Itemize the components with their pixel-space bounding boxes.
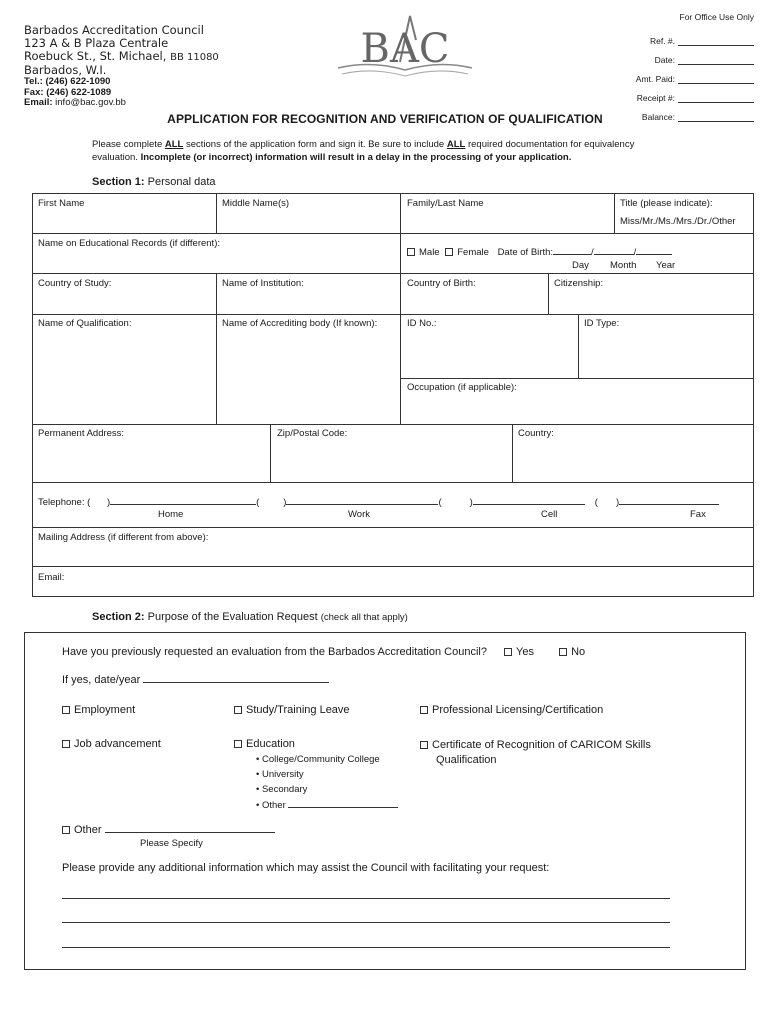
caricom-checkbox[interactable] <box>420 741 428 749</box>
id-no-field[interactable]: ID No.: <box>407 318 437 329</box>
receipt-label: Receipt #: <box>636 93 675 103</box>
dob-month-field[interactable] <box>594 244 634 255</box>
first-name-field[interactable]: First Name <box>38 198 85 209</box>
study-leave-option[interactable] <box>234 704 350 716</box>
home-phone-field[interactable] <box>110 494 256 505</box>
edu-other-field[interactable] <box>288 797 398 808</box>
other-field[interactable] <box>105 822 275 833</box>
fax-label: Fax <box>690 509 706 520</box>
institution-field[interactable]: Name of Institution: <box>222 278 304 289</box>
job-option[interactable] <box>62 738 161 750</box>
no-label: No <box>571 646 586 658</box>
education-label: Education <box>246 738 295 750</box>
tel-label: Tel.: <box>24 76 43 87</box>
edu-item: • College/Community College <box>256 754 380 765</box>
intro-line1 <box>92 138 692 151</box>
cell-label: Cell <box>541 509 558 520</box>
section1-number: Section 1: <box>92 176 145 188</box>
job-checkbox[interactable] <box>62 740 70 748</box>
office-amt <box>604 74 754 84</box>
records-name-field[interactable]: Name on Educational Records (if different): <box>38 238 220 249</box>
licensing-label: Professional Licensing/Certification <box>432 704 604 716</box>
employment-checkbox[interactable] <box>62 706 70 714</box>
section2-title: Purpose of the Evaluation Request <box>147 611 318 623</box>
additional-line-3[interactable] <box>62 947 670 948</box>
please-specify: Please Specify <box>140 838 203 849</box>
fax-field[interactable] <box>619 494 719 505</box>
form-intro <box>92 138 692 164</box>
bac-logo <box>330 10 480 84</box>
dob-year-field[interactable] <box>636 244 672 255</box>
qualification-field[interactable]: Name of Qualification: <box>38 318 132 329</box>
education-list <box>256 752 398 813</box>
section2-heading <box>92 611 408 623</box>
section1-heading <box>92 176 216 188</box>
org-country: Barbados, W.I. <box>24 63 107 77</box>
edu-other: Other <box>261 800 286 811</box>
org-contact <box>24 77 126 109</box>
dob-month: Month <box>610 260 637 271</box>
org-email <box>24 98 126 109</box>
org-postcode: BB 11080 <box>170 52 219 63</box>
licensing-checkbox[interactable] <box>420 706 428 714</box>
office-date <box>604 55 754 65</box>
study-leave-checkbox[interactable] <box>234 706 242 714</box>
previous-request-row <box>62 646 585 658</box>
additional-info-label: Please provide any additional information which may assist the Council with facilitating your request: <box>62 862 550 874</box>
edu-item: • Secondary <box>256 784 308 795</box>
education-checkbox[interactable] <box>234 740 242 748</box>
date-label: Date: <box>654 55 675 65</box>
country-study-field[interactable]: Country of Study: <box>38 278 112 289</box>
zip-field[interactable]: Zip/Postal Code: <box>277 428 348 439</box>
telephone-label: Telephone: ( <box>38 497 91 508</box>
if-yes-label: If yes, date/year <box>62 674 141 686</box>
intro-text-a: Please complete <box>92 139 163 150</box>
logo-text: BAC <box>360 26 450 72</box>
balance-label: Balance: <box>641 112 675 122</box>
intro-text-d: evaluation. <box>92 152 138 163</box>
work-label: Work <box>348 509 370 520</box>
other-checkbox[interactable] <box>62 826 70 834</box>
fax-label: Fax: <box>24 86 44 98</box>
additional-line-2[interactable] <box>62 922 670 923</box>
if-yes-field[interactable] <box>143 672 329 683</box>
org-name: Barbados Accreditation Council <box>24 23 204 37</box>
male-checkbox[interactable] <box>407 248 415 256</box>
study-leave-label: Study/Training Leave <box>246 704 350 716</box>
middle-name-field[interactable]: Middle Name(s) <box>222 198 290 209</box>
employment-option[interactable] <box>62 704 135 716</box>
male-label: Male <box>419 247 440 258</box>
fax-value: (246) 622-1089 <box>46 86 112 98</box>
amt-field[interactable] <box>678 74 754 84</box>
amt-label: Amt. Paid: <box>635 74 675 84</box>
office-use-panel <box>604 12 754 122</box>
intro-all-2: ALL <box>446 139 466 150</box>
intro-warning: Incomplete (or incorrect) information will result in a delay in the processing of your application. <box>140 152 572 163</box>
caricom-option[interactable] <box>420 738 651 768</box>
dob-day-field[interactable] <box>553 244 591 255</box>
no-checkbox[interactable] <box>559 648 567 656</box>
employment-label: Employment <box>74 704 136 716</box>
additional-line-1[interactable] <box>62 898 670 899</box>
ref-label: Ref. #. <box>649 36 675 46</box>
previous-question: Have you previously requested an evaluation from the Barbados Accreditation Council? <box>62 646 487 658</box>
edu-college: College/Community College <box>261 754 380 765</box>
caricom-line1 <box>420 738 651 753</box>
intro-all-1: ALL <box>164 139 184 150</box>
dob-day: Day <box>572 260 589 271</box>
female-label: Female <box>457 247 489 258</box>
occupation-field[interactable]: Occupation (if applicable): <box>407 382 517 393</box>
caricom-line2: Qualification <box>436 754 497 766</box>
form-title: APPLICATION FOR RECOGNITION AND VERIFICATION OF QUALIFICATION <box>167 112 603 126</box>
cell-phone-field[interactable] <box>473 494 585 505</box>
org-city <box>24 50 219 64</box>
yes-checkbox[interactable] <box>504 648 512 656</box>
home-label: Home <box>158 509 184 520</box>
country-field[interactable]: Country: <box>518 428 554 439</box>
office-receipt <box>604 93 754 103</box>
section1-title: Personal data <box>147 176 216 188</box>
title-field-label[interactable]: Title (please indicate): <box>620 198 713 209</box>
citizenship-field[interactable]: Citizenship: <box>554 278 604 289</box>
intro-text-c: required documentation for equivalency <box>467 139 635 150</box>
work-phone-field[interactable] <box>286 494 438 505</box>
section2-number: Section 2: <box>92 611 145 623</box>
job-label: Job advancement <box>74 738 161 750</box>
licensing-option[interactable] <box>420 704 603 716</box>
dob-year: Year <box>656 260 676 271</box>
email-label: Email: <box>24 97 53 108</box>
edu-item: • Other <box>256 797 398 813</box>
office-ref <box>604 36 754 46</box>
id-type-field[interactable]: ID Type: <box>584 318 620 329</box>
accrediting-field[interactable]: Name of Accrediting body (If known): <box>222 318 378 329</box>
dob-label: Date of Birth: <box>497 247 554 258</box>
email-value: info@bac.gov.bb <box>55 97 126 108</box>
other-option[interactable] <box>62 822 275 836</box>
intro-line2 <box>92 151 692 164</box>
caricom-label-1: Certificate of Recognition of CARICOM Skills <box>432 739 651 751</box>
country-birth-field[interactable]: Country of Birth: <box>407 278 476 289</box>
mailing-address-field[interactable]: Mailing Address (if different from above): <box>38 532 209 543</box>
office-title: For Office Use Only <box>679 12 754 22</box>
other-label: Other <box>74 824 102 836</box>
edu-item: • University <box>256 769 304 780</box>
education-option[interactable] <box>234 738 295 750</box>
intro-text-b: sections of the application form and sign it. Be sure to include <box>185 139 445 150</box>
telephone-row: Telephone: ( ) ( ) ( ) ( ) <box>38 494 719 508</box>
org-city-text: Roebuck St., St. Michael, <box>24 49 167 63</box>
address-field[interactable]: Permanent Address: <box>38 428 125 439</box>
edu-secondary: Secondary <box>261 784 308 795</box>
yes-label: Yes <box>516 646 534 658</box>
receipt-field[interactable] <box>678 93 754 103</box>
section2-note: (check all that apply) <box>320 612 408 623</box>
org-street: 123 A & B Plaza Centrale <box>24 36 169 50</box>
email-field[interactable]: Email: <box>38 572 65 583</box>
sex-dob-row: Male Female Date of Birth: / / <box>407 244 672 258</box>
family-name-field[interactable]: Family/Last Name <box>407 198 484 209</box>
date-field[interactable] <box>678 55 754 65</box>
female-checkbox[interactable] <box>445 248 453 256</box>
title-options: Miss/Mr./Ms./Mrs./Dr./Other <box>620 216 736 227</box>
edu-university: University <box>261 769 304 780</box>
organization-address <box>24 24 219 77</box>
if-yes-row <box>62 672 329 686</box>
tel-value: (246) 622-1090 <box>45 76 111 87</box>
ref-field[interactable] <box>678 36 754 46</box>
